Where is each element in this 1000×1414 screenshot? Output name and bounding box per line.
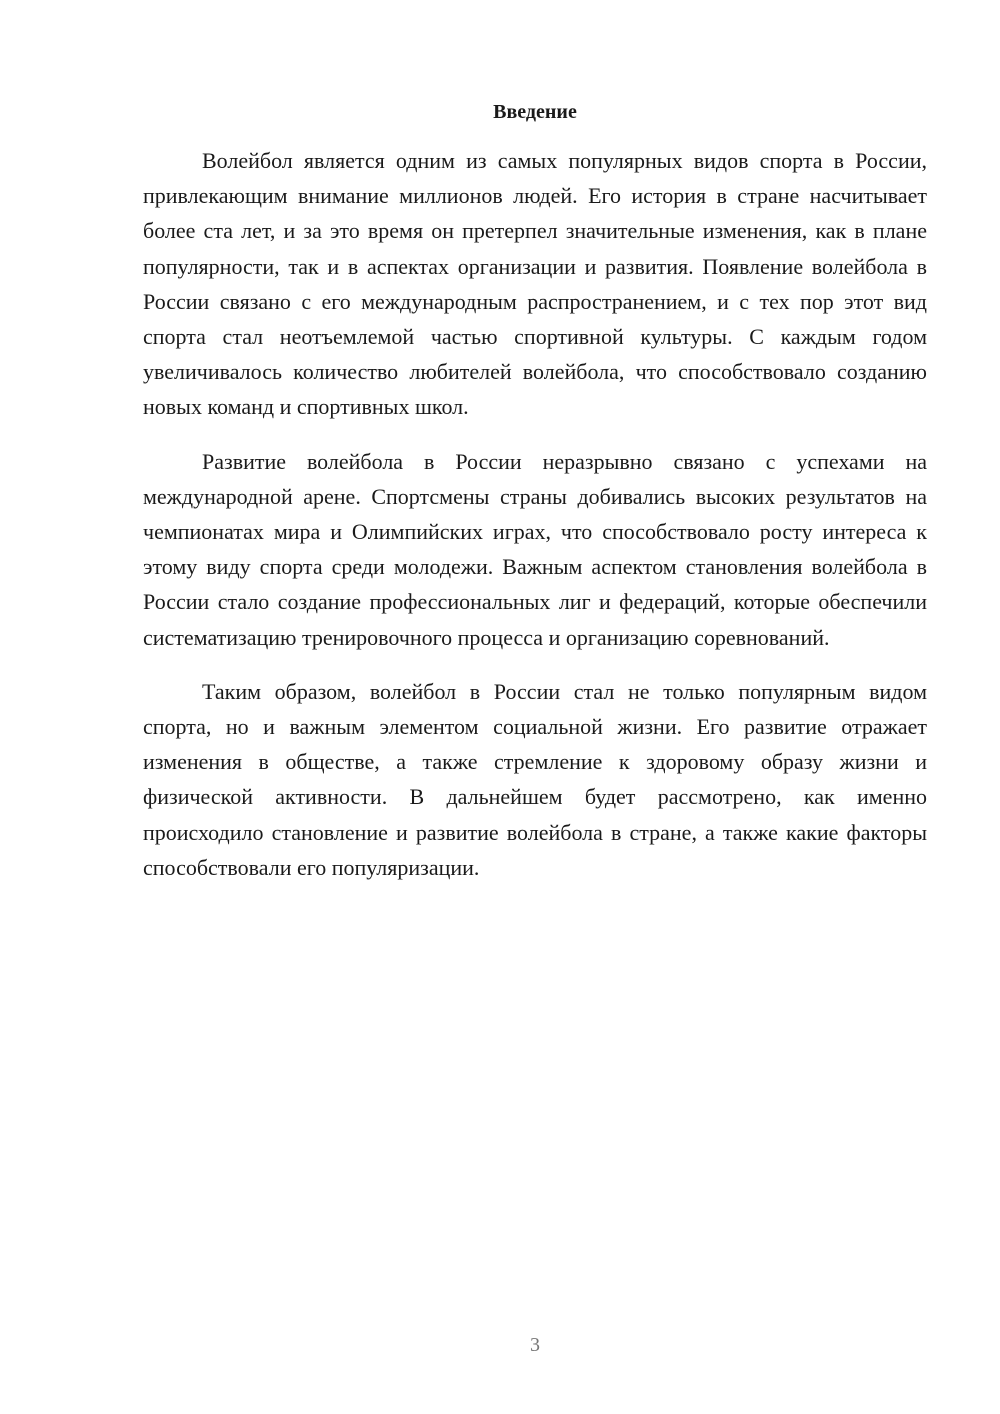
- body-text: [143, 143, 927, 904]
- page-number: 3: [530, 1334, 540, 1356]
- section-title: Введение: [493, 101, 577, 123]
- paragraph-3: Таким образом, волейбол в России стал не только популярным видом спорта, но и важным элементом социальной жизни. Его развитие отражает изменения в обществе, а также стремление к здоровому образу жизни и физической активности. В дальнейшем будет рассмотрено, как именно происходило становление и развитие волейбола в стране, а также какие факторы способствовали его популяризации.: [143, 678, 927, 880]
- paragraph-1: Волейбол является одним из самых популярных видов спорта в России, привлекающим внимание миллионов людей. Его история в стране насчитывает более ста лет, и за это время он претерпел значительные изменения, как в плане популярности, так и в аспектах организации и развития. Появление волейбола в России связано с его международным распространением, и с тех пор этот вид спорта стал неотъемлемой частью спортивной культуры. С каждым годом увеличивалось количество любителей волейбола, что способствовало созданию новых команд и спортивных школ.: [143, 148, 927, 420]
- paragraph-2: Развитие волейбола в России неразрывно связано с успехами на международной арене. Спортсмены страны добивались высоких результатов на чемпионатах мира и Олимпийских играх, что способствовало росту интереса к этому виду спорта среди молодежи. Важным аспектом становления волейбола в России стало создание профессиональных лиг и федераций, которые обеспечили систематизацию тренировочного процесса и организацию соревнований.: [143, 448, 927, 650]
